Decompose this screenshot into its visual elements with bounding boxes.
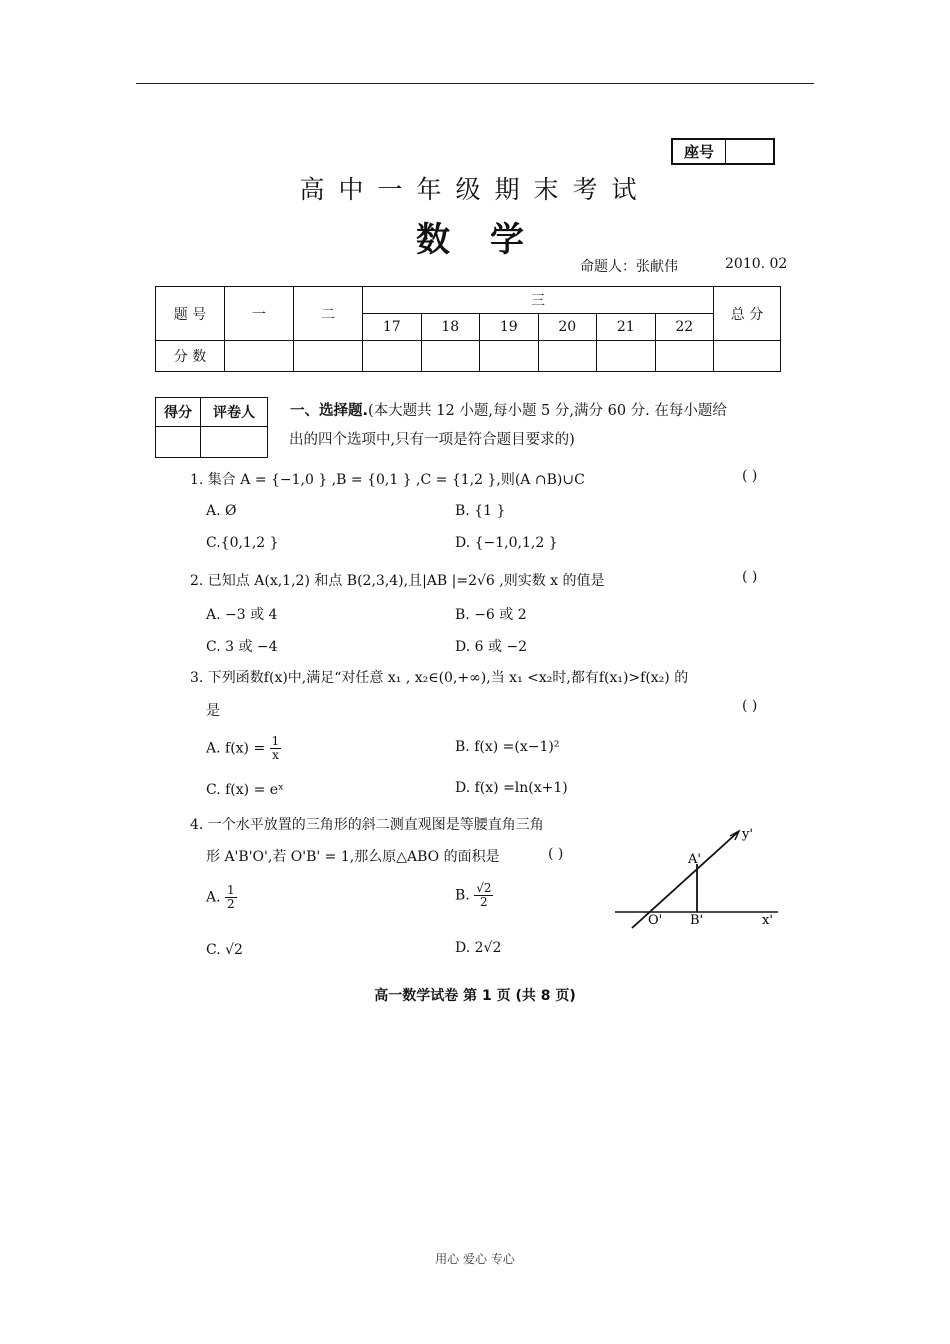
q3-a-num: 1 xyxy=(271,734,280,748)
section-desc-1: (本大题共 12 小题,每小题 5 分,满分 60 分. 在每小题给 xyxy=(368,403,727,419)
q1-option-a: A. Ø xyxy=(206,503,237,519)
bottom-note: 用心 爱心 专心 xyxy=(435,1252,515,1266)
score-cell[interactable] xyxy=(714,341,781,372)
col-22: 22 xyxy=(655,314,714,341)
col-17: 17 xyxy=(363,314,422,341)
q2-answer-paren[interactable]: ( ) xyxy=(742,569,758,585)
q1-stem: 1. 集合 A = {−1,0 } ,B = {0,1 } ,C = {1,2 },则(A ∩B)∪C xyxy=(190,472,585,488)
q4-option-a-fraction xyxy=(225,884,237,911)
q3-option-a-prefix: A. f(x) = xyxy=(206,740,266,757)
q3-stem-2: 是 xyxy=(206,703,220,719)
question-number-label: 题 号 xyxy=(156,287,225,341)
grader-score-cell[interactable] xyxy=(156,427,201,458)
seat-number-field[interactable] xyxy=(726,140,773,163)
score-cell[interactable] xyxy=(480,341,539,372)
q1-option-c: C.{0,1,2 } xyxy=(206,535,279,551)
col-21: 21 xyxy=(597,314,656,341)
q4-b-den: 2 xyxy=(480,895,488,909)
seat-label: 座号 xyxy=(673,140,726,163)
q4-option-a-prefix: A. xyxy=(206,889,221,906)
subject-title: 数学 xyxy=(416,220,564,260)
label-y: y' xyxy=(742,827,753,842)
q1-option-d: D. {−1,0,1,2 } xyxy=(455,535,558,551)
q1-answer-paren[interactable]: ( ) xyxy=(742,468,758,484)
q2-option-c: C. 3 或 −4 xyxy=(206,639,278,655)
date: 2010. 02 xyxy=(725,256,788,272)
q4-option-b xyxy=(455,882,493,909)
label-o: O' xyxy=(648,913,663,928)
col-part-2: 二 xyxy=(294,287,363,341)
score-cell[interactable] xyxy=(363,341,422,372)
q2-option-d: D. 6 或 −2 xyxy=(455,639,528,655)
q2-stem: 2. 已知点 A(x,1,2) 和点 B(2,3,4),且|AB |=2√6 ,则实数 x 的值是 xyxy=(190,573,605,589)
score-header: 得分 xyxy=(156,398,201,427)
section-instructions xyxy=(290,397,790,455)
q2-option-a: A. −3 或 4 xyxy=(206,607,278,623)
q3-option-b: B. f(x) =(x−1)² xyxy=(455,739,560,755)
page-footer: 高一数学试卷 第 1 页 (共 8 页) xyxy=(374,988,576,1004)
q3-answer-paren[interactable]: ( ) xyxy=(742,698,758,714)
q4-a-den: 2 xyxy=(227,897,235,911)
oblique-projection-figure xyxy=(610,820,790,935)
score-cell[interactable] xyxy=(225,341,294,372)
grader-table xyxy=(155,397,268,458)
exam-title: 高中一年级期末考试 xyxy=(299,175,651,204)
total-label: 总 分 xyxy=(714,287,781,341)
label-x: x' xyxy=(762,913,773,928)
score-cell[interactable] xyxy=(655,341,714,372)
top-rule xyxy=(136,83,814,84)
score-cell[interactable] xyxy=(597,341,656,372)
section-desc-2: 出的四个选项中,只有一项是符合题目要求的) xyxy=(289,432,575,448)
score-cell[interactable] xyxy=(421,341,480,372)
q4-stem-2: 形 A'B'O',若 O'B' = 1,那么原△ABO 的面积是 xyxy=(206,849,500,865)
q3-option-c: C. f(x) = eˣ xyxy=(206,782,284,798)
q3-a-den: x xyxy=(272,748,279,762)
grader-name-cell[interactable] xyxy=(201,427,268,458)
score-label: 分 数 xyxy=(156,341,225,372)
col-part-1: 一 xyxy=(225,287,294,341)
label-b: B' xyxy=(690,913,704,928)
col-part-3: 三 xyxy=(363,287,714,314)
score-cell[interactable] xyxy=(538,341,597,372)
q4-b-num: √2 xyxy=(476,881,492,895)
q3-stem: 3. 下列函数f(x)中,满足“对任意 x₁ , x₂∈(0,+∞),当 x₁ <x₂时,都有f(x₁)>f(x₂) 的 xyxy=(190,670,689,686)
q4-a-num: 1 xyxy=(227,883,235,897)
author: 命题人：张献伟 xyxy=(580,259,678,275)
seat-number-box xyxy=(671,138,775,165)
q4-stem: 4. 一个水平放置的三角形的斜二测直观图是等腰直角三角 xyxy=(190,817,544,833)
score-cell[interactable] xyxy=(294,341,363,372)
col-18: 18 xyxy=(421,314,480,341)
q1-option-b: B. {1 } xyxy=(455,503,506,519)
label-a: A' xyxy=(688,852,701,867)
col-20: 20 xyxy=(538,314,597,341)
q3-option-a xyxy=(206,735,281,762)
q2-option-b: B. −6 或 2 xyxy=(455,607,527,623)
q4-option-a xyxy=(206,884,237,911)
q4-option-b-fraction xyxy=(474,882,493,909)
q3-option-a-fraction xyxy=(270,735,282,762)
q4-option-d: D. 2√2 xyxy=(455,940,502,956)
col-19: 19 xyxy=(480,314,539,341)
section-heading: 一、选择题. xyxy=(290,403,369,419)
q3-option-d: D. f(x) =ln(x+1) xyxy=(455,780,568,796)
grader-header: 评卷人 xyxy=(201,398,268,427)
q4-option-b-prefix: B. xyxy=(455,887,470,904)
q4-option-c: C. √2 xyxy=(206,942,243,958)
q4-answer-paren[interactable]: ( ) xyxy=(548,846,564,862)
score-table xyxy=(155,286,781,372)
